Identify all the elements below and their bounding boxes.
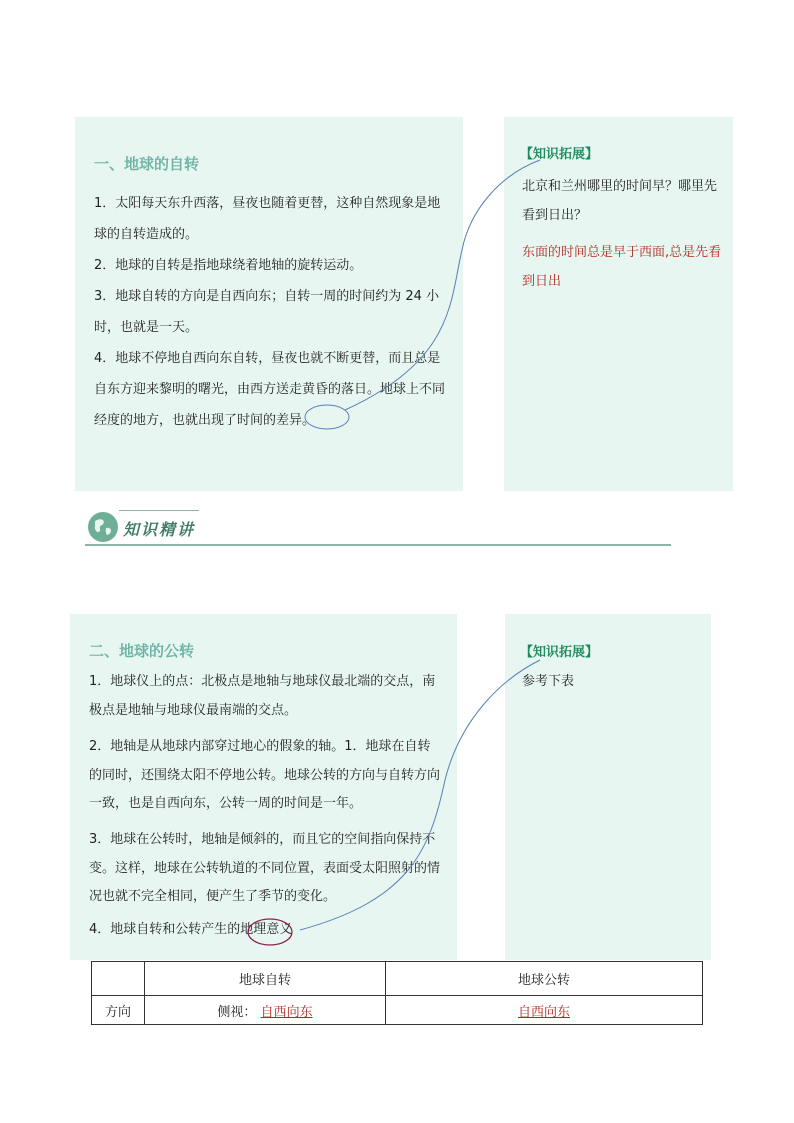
banner-rule [85,544,671,546]
section2-paragraph-3: 3．地球在公转时，地轴是倾斜的，而且它的空间指向保持不变。这样，地球在公转轨道的不同位置，表面受太阳照射的情况也就不完全相同，便产生了季节的变化。 [89,832,441,904]
table-header-revolution: 地球公转 [386,962,703,996]
ext1-question: 北京和兰州哪里的时间早？哪里先看到日出？ [522,179,718,223]
table-row [92,996,703,1025]
table-header-row [92,962,703,996]
section1-paragraph-4: 4．地球不停地自西向东自转，昼夜也就不断更替，而且总是自东方迎来黎明的曙光，由西方送走黄昏的落日。地球上不同经度的地方，也就出现了时间的差异。 [94,351,446,428]
table-cell-revolution [386,996,703,1025]
section1-title: 一、地球的自转 [94,155,200,173]
section1-paragraph-3: 3．地球自转的方向是自西向东；自转一周的时间约为 24 小时，也就是一天。 [94,289,440,335]
ext2-title: 【知识拓展】 [520,645,599,660]
table-header-empty [92,962,145,996]
comparison-table [91,961,703,1025]
table-row-label: 方向 [92,996,145,1025]
section2-paragraph-1: 1．地球仪上的点：北极点是地轴与地球仪最北端的交点，南极点是地轴与地球仪最南端的交点。 [89,674,436,718]
banner-top-rule [119,510,199,511]
rotation-value: 自西向东 [260,1004,313,1020]
ext1-answer: 东面的时间总是早于西面,总是先看到日出 [522,245,722,289]
section2-title: 二、地球的公转 [89,642,195,660]
ext2-box [505,614,711,960]
knowledge-banner [85,508,671,550]
section2-paragraph-2: 2．地轴是从地球内部穿过地心的假象的轴。1．地球在自转的同时，还围绕太阳不停地公转。地球公转的方向与自转方向一致，也是自西向东，公转一周的时间是一年。 [89,739,441,811]
ext1-title: 【知识拓展】 [520,147,599,162]
table-header-rotation: 地球自转 [145,962,386,996]
rotation-prefix: 侧视： [217,1004,257,1020]
banner-title: 知识精讲 [123,520,196,539]
revolution-value: 自西向东 [517,1004,570,1020]
ext2-text: 参考下表 [522,674,575,689]
table-cell-rotation [145,996,386,1025]
section1-paragraph-1: 1．太阳每天东升西落，昼夜也随着更替，这种自然现象是地球的自转造成的。 [94,196,441,242]
section2-paragraph-4: 4．地球自转和公转产生的地理意义 [89,922,293,937]
section1-paragraph-2: 2．地球的自转是指地球绕着地轴的旋转运动。 [94,258,363,273]
globe-icon [88,512,118,542]
